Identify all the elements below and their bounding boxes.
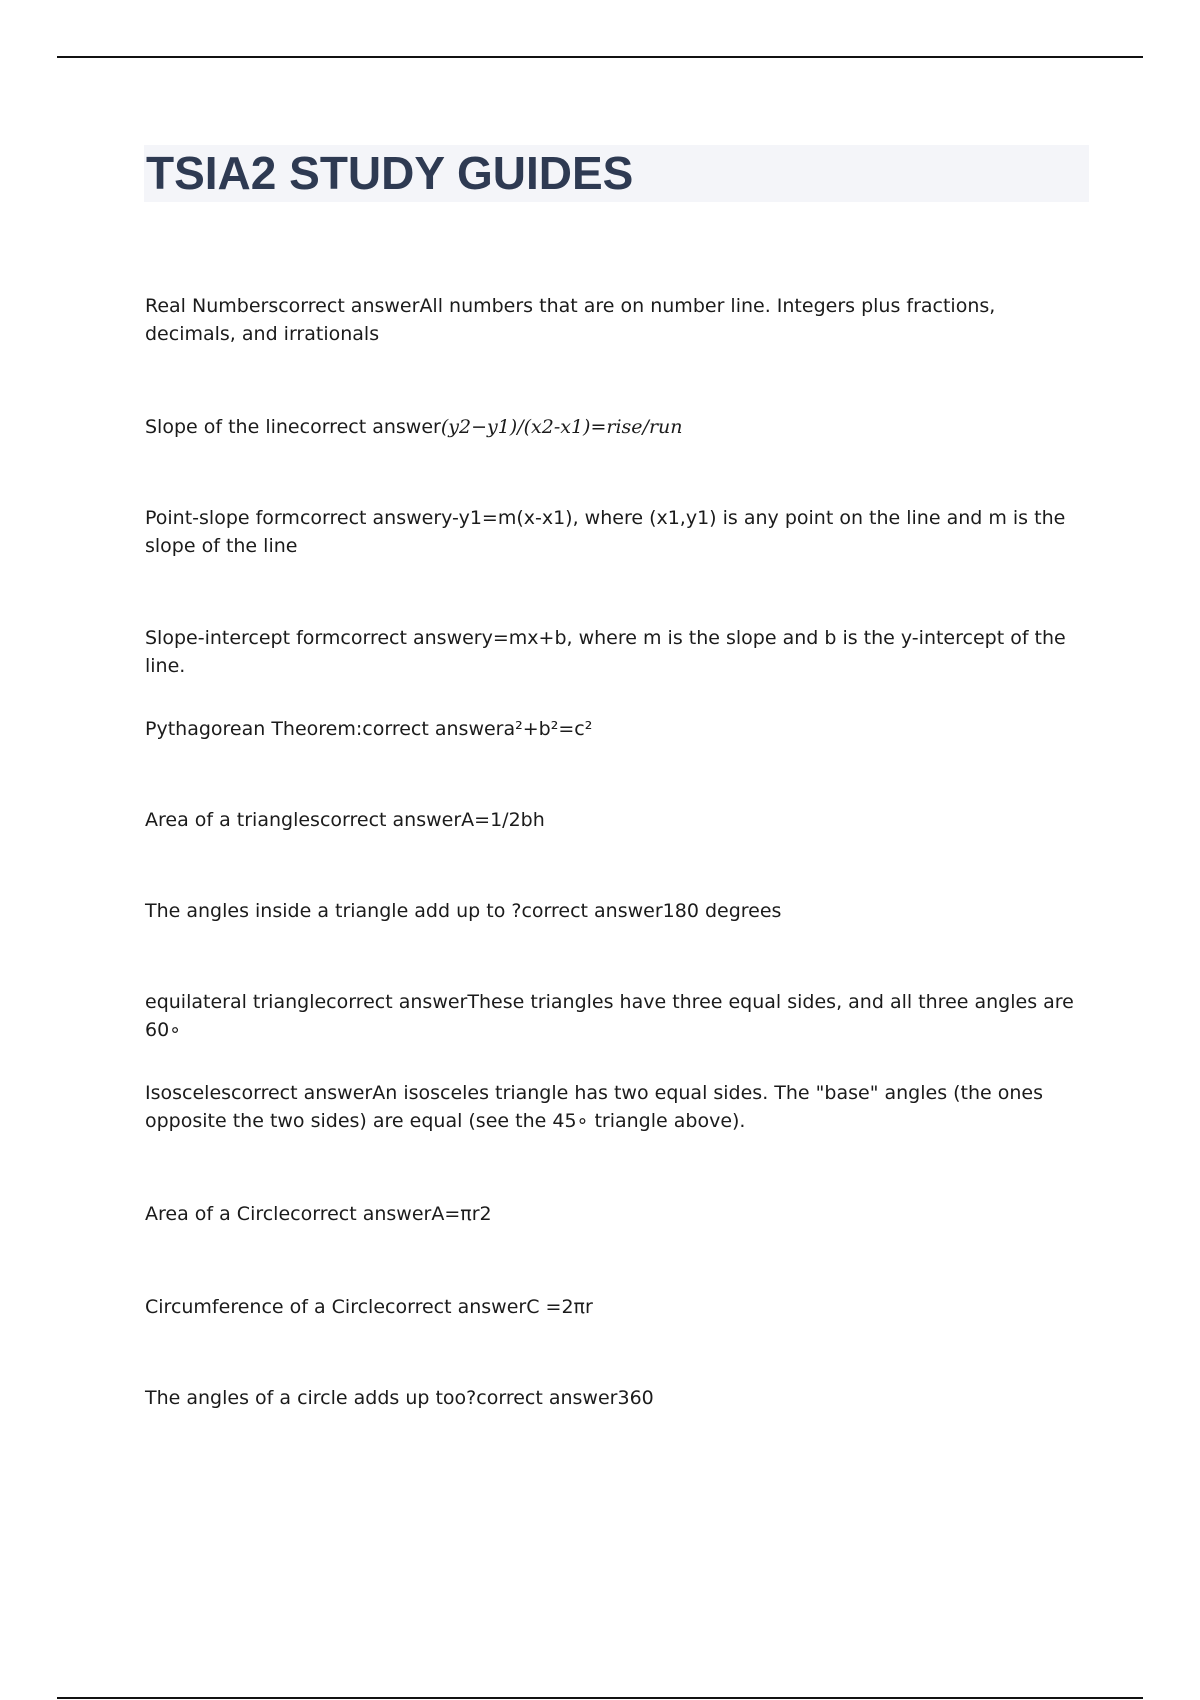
entry-term: Slope of the line [145, 416, 300, 438]
entry-separator: correct answer [299, 416, 441, 438]
entry-term: Circumference of a Circle [145, 1296, 386, 1318]
entry-separator: correct answer [231, 1082, 373, 1104]
entry-answer: These triangles have three equal sides, and all three angles are 60∘ [145, 991, 1074, 1041]
entry-term: Real Numbers [145, 295, 279, 317]
entry-term: Pythagorean Theorem: [145, 718, 363, 740]
entry-answer: y=mx+b, where m is the slope and b is the y-intercept of the line. [145, 627, 1066, 677]
entry-separator: correct answer [319, 809, 462, 831]
entry-separator: correct answer [340, 627, 482, 649]
entry-separator: correct answer [326, 991, 468, 1013]
entry-term: Isosceles [145, 1082, 232, 1104]
entry-answer: All numbers that are on number line. Integers plus fractions, decimals, and irrationals [145, 295, 996, 345]
entry-pythagorean-theorem [145, 715, 1090, 743]
entry-slope-intercept-form [145, 624, 1090, 680]
entry-separator: correct answer [299, 507, 442, 529]
entry-term: The angles of a circle adds up too? [145, 1387, 477, 1409]
entry-equilateral-triangle [145, 988, 1090, 1044]
bottom-rule [57, 1697, 1143, 1699]
entry-separator: correct answer [476, 1387, 618, 1409]
entry-point-slope-form [145, 504, 1090, 560]
entry-answer: y-y1=m(x-x1), where (x1,y1) is any point on the line and m is the slope of the line [145, 507, 1066, 557]
top-rule [57, 56, 1143, 58]
entry-term: Area of a Circle [145, 1203, 291, 1225]
entry-answer: a²+b²=c² [503, 718, 593, 740]
entry-circle-angles [145, 1384, 1090, 1412]
entry-answer: 180 degrees [662, 900, 782, 922]
entry-term: equilateral triangle [145, 991, 327, 1013]
entry-real-numbers [145, 292, 1090, 348]
entry-separator: correct answer [362, 718, 504, 740]
entry-term: Slope-intercept form [145, 627, 341, 649]
entry-answer: A=πr2 [431, 1203, 492, 1225]
entry-isosceles [145, 1079, 1090, 1135]
entry-slope-of-line [145, 413, 1090, 441]
entry-separator: correct answer [385, 1296, 527, 1318]
entry-term: The angles inside a triangle add up to ? [145, 900, 522, 922]
entry-separator: correct answer [521, 900, 663, 922]
entry-term: Point-slope form [145, 507, 300, 529]
entry-area-of-triangle [145, 806, 1090, 834]
entry-answer: (y2−y1)/(x2-x1)=rise/run [440, 416, 683, 438]
entry-answer: A=1/2bh [461, 809, 545, 831]
entry-term: Area of a triangles [145, 809, 320, 831]
entry-triangle-angles [145, 897, 1090, 925]
entry-area-of-circle [145, 1200, 1090, 1228]
entry-separator: correct answer [278, 295, 420, 317]
entry-answer: 360 [617, 1387, 654, 1409]
entry-answer: An isosceles triangle has two equal sides. The "base" angles (the ones opposite the two sides) are equal (see the 45∘ triangle above). [145, 1082, 1044, 1132]
entry-separator: correct answer [290, 1203, 432, 1225]
page-title: TSIA2 STUDY GUIDES [146, 147, 634, 199]
entry-answer: C =2πr [526, 1296, 593, 1318]
entry-circumference [145, 1293, 1090, 1321]
